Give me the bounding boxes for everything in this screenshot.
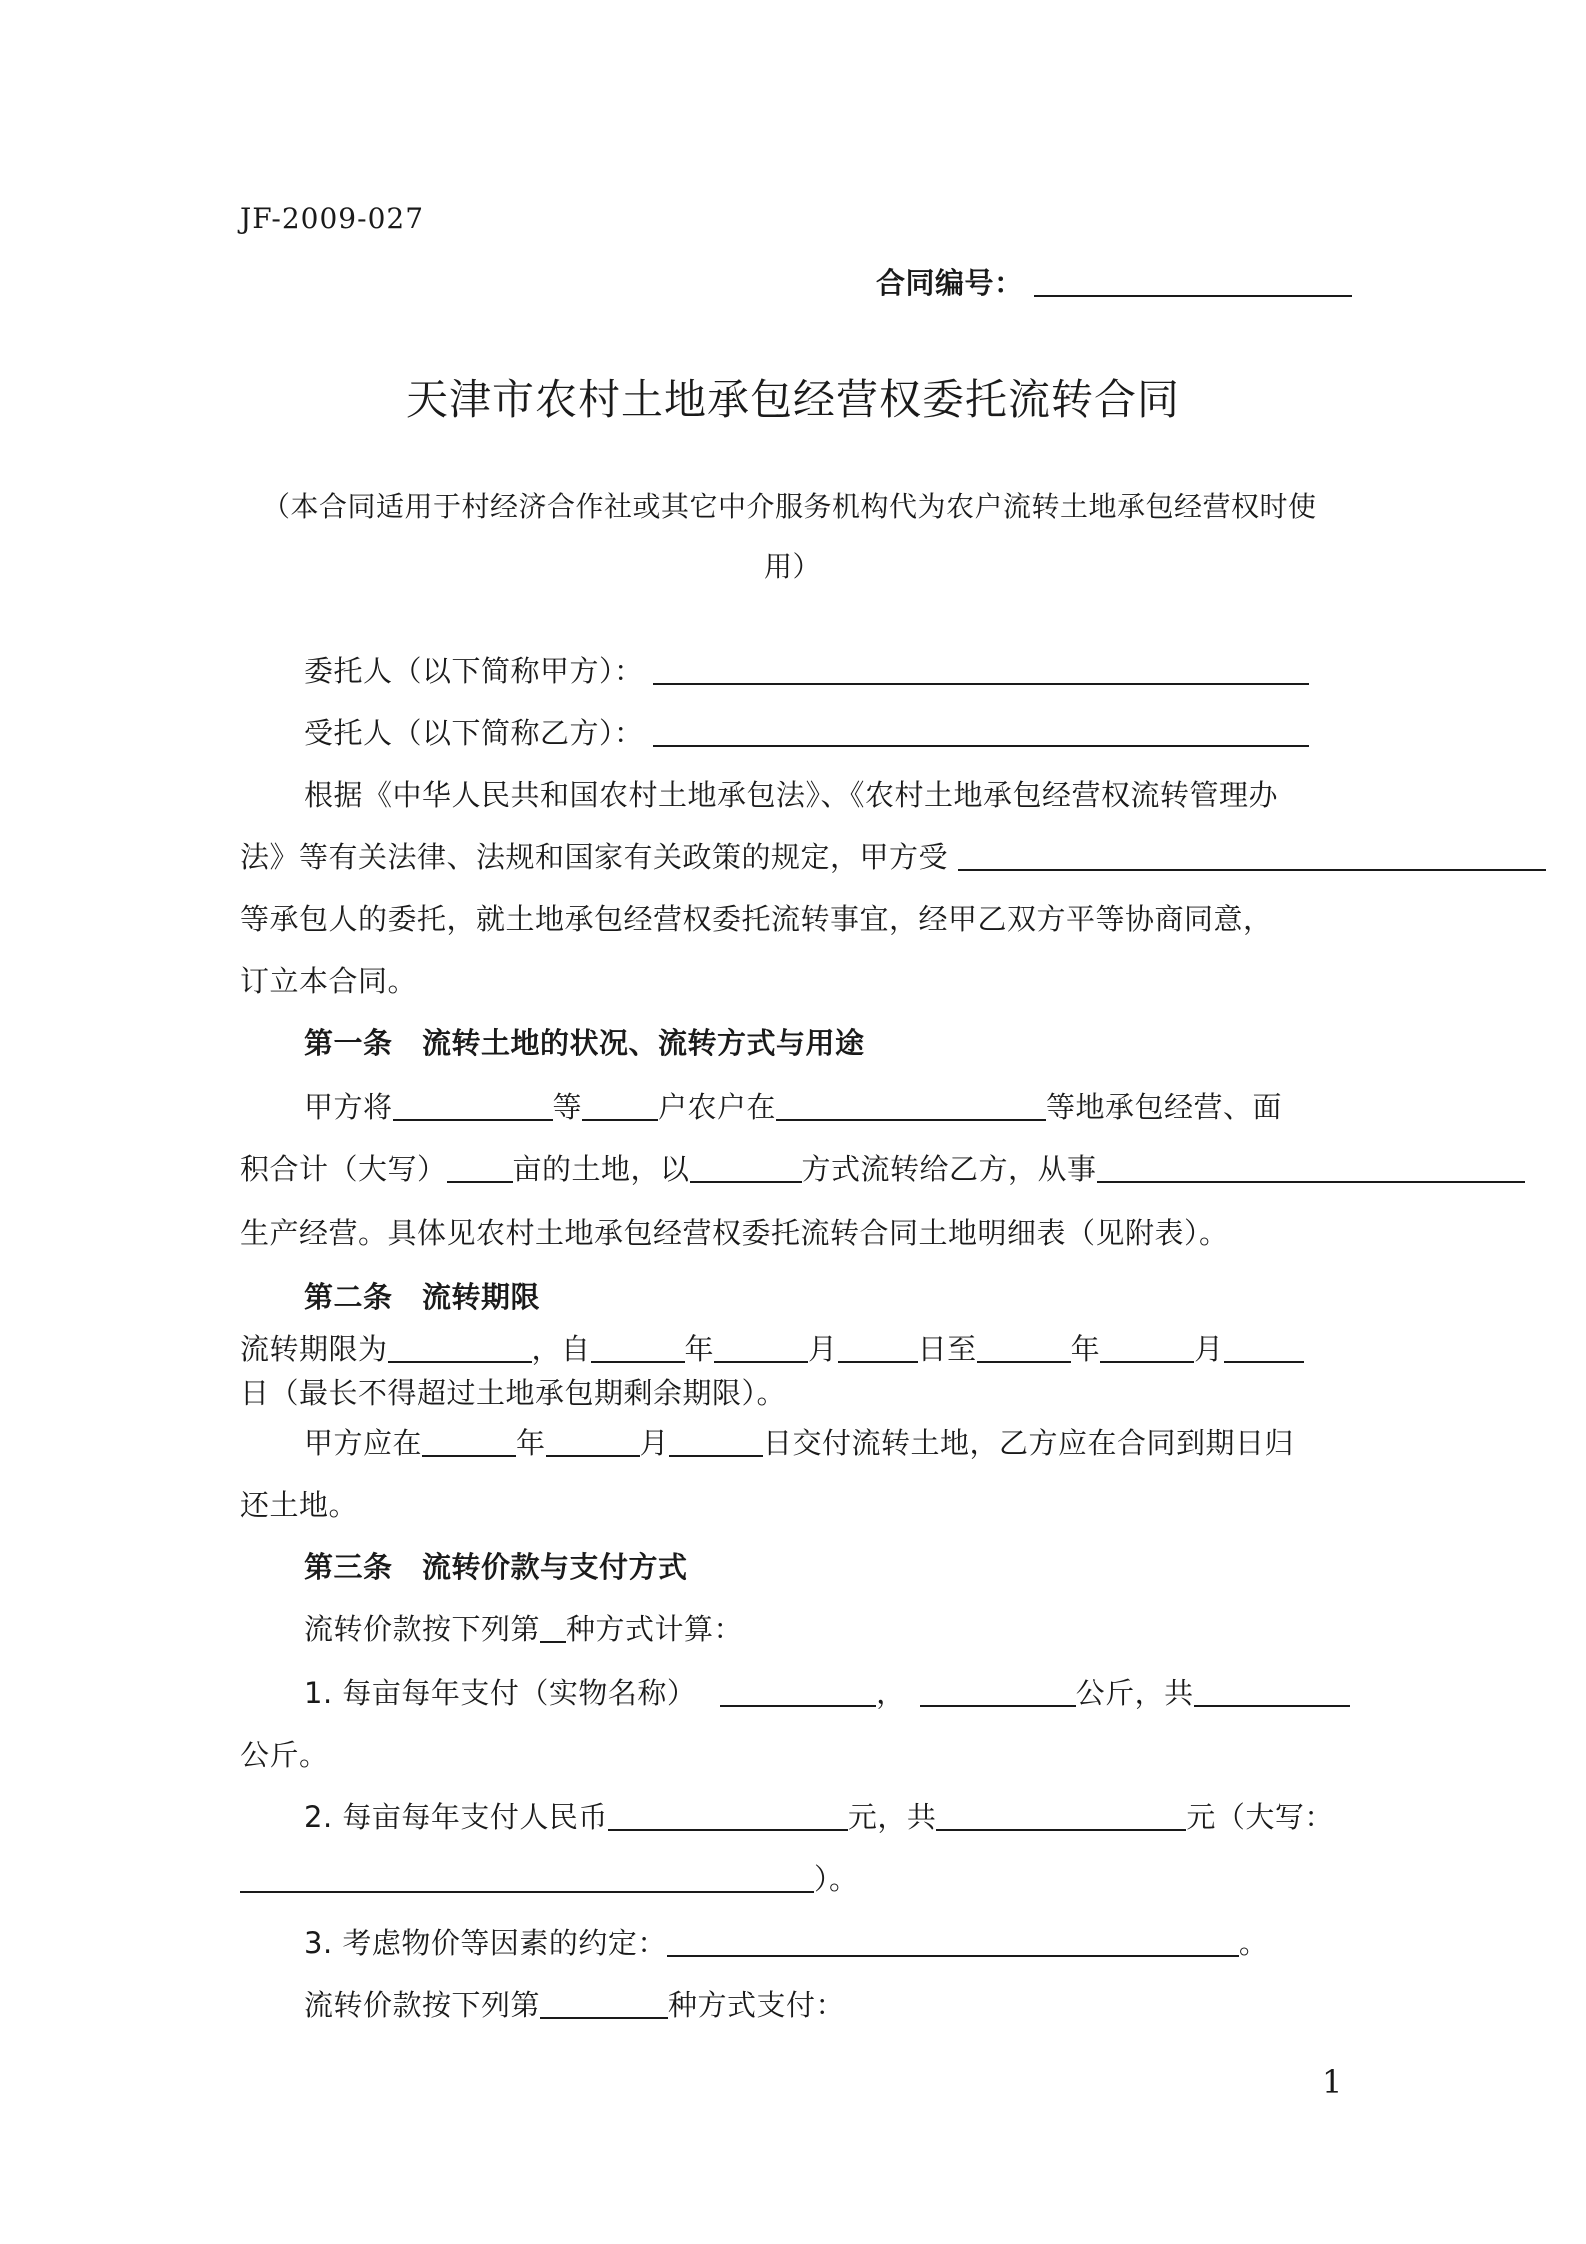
transfer-method-field[interactable] [690,1151,802,1183]
article2-line2: 日（最长不得超过土地承包期剩余期限）。 [240,1376,787,1410]
article2-l1-c: 日至 [917,1332,977,1366]
option1-line2: 公斤。 [240,1738,329,1772]
opt2-b: 元，共 [847,1800,937,1834]
article2-l3-b: 日交付流转土地，乙方应在合同到期日归 [763,1426,1295,1460]
article1-line2 [240,1150,1525,1188]
pay-b: 种方式支付： [668,1988,846,2022]
opt2-c: 元（大写： [1186,1800,1334,1834]
article1-l2-a: 积合计（大写） [240,1152,447,1186]
opt2-a: 2. 每亩每年支付人民币 [304,1800,608,1834]
article2-line4: 还土地。 [240,1488,359,1522]
preamble-line2 [240,838,1546,876]
end-day-field[interactable] [1224,1331,1304,1363]
article2-line3 [304,1424,1294,1462]
opt1-c: 公斤，共 [1075,1676,1194,1710]
opt1-b: ， [876,1676,906,1710]
land-location-field[interactable] [776,1089,1046,1121]
calc-a: 流转价款按下列第 [304,1612,541,1646]
article2-l1-b: ，自 [531,1332,591,1366]
option2-line2 [240,1860,859,1898]
option3-line [304,1924,1268,1962]
applicability-note-line2: 用） [764,550,822,583]
article3-heading: 第三条 流转价款与支付方式 [304,1550,688,1584]
end-month-field[interactable] [1100,1331,1194,1363]
article2-year-label: 年 [684,1332,715,1366]
article2-l1-a: 流转期限为 [240,1332,388,1366]
article2-heading: 第二条 流转期限 [304,1280,541,1314]
article1-heading: 第一条 流转土地的状况、流转方式与用途 [304,1026,865,1060]
delivery-year-field[interactable] [422,1425,516,1457]
agent-row [304,714,1309,752]
land-use-field[interactable] [1097,1151,1525,1183]
cash-total-field[interactable] [936,1799,1186,1831]
farmer-names-field[interactable] [393,1089,553,1121]
in-kind-kg-per-mu-field[interactable] [920,1675,1076,1707]
household-count-field[interactable] [582,1089,658,1121]
article1-line1 [304,1088,1282,1126]
start-month-field[interactable] [714,1331,808,1363]
article2-line1 [240,1330,1304,1368]
contract-number-row [876,264,1352,302]
price-factor-agreement-field[interactable] [667,1925,1239,1957]
preamble-line4: 订立本合同。 [240,964,418,998]
pay-a: 流转价款按下列第 [304,1988,541,2022]
calc-b: 种方式计算： [566,1612,744,1646]
agent-field[interactable] [653,715,1309,747]
transfer-term-field[interactable] [388,1331,532,1363]
delivery-day-field[interactable] [669,1425,763,1457]
preamble-line3: 等承包人的委托，就土地承包经营权委托流转事宜，经甲乙双方平等协商同意， [240,902,1273,936]
principal-field[interactable] [653,653,1309,685]
total-area-field[interactable] [447,1151,513,1183]
option2-line [304,1798,1334,1836]
article2-month-label: 月 [1194,1332,1224,1366]
principal-row [304,652,1309,690]
opt3-b: 。 [1238,1926,1269,1960]
contract-title: 天津市农村土地承包经营权委托流转合同 [405,375,1180,424]
cash-per-mu-field[interactable] [608,1799,848,1831]
payment-method-line [304,1986,845,2024]
start-year-field[interactable] [591,1331,685,1363]
article2-l3-a: 甲方应在 [304,1426,423,1460]
article1-l2-b: 亩的土地，以 [512,1152,690,1186]
article1-l1-a: 甲方将 [304,1090,393,1124]
in-kind-name-field[interactable] [720,1675,876,1707]
opt3-a: 3. 考虑物价等因素的约定： [304,1926,667,1960]
cash-total-capital-field[interactable] [240,1861,814,1893]
article2-year-label: 年 [516,1426,546,1460]
article1-line3: 生产经营。具体见农村土地承包经营权委托流转合同土地明细表（见附表）。 [240,1216,1229,1250]
page-number: 1 [1322,2063,1343,2101]
document-code: JF-2009-027 [240,202,425,235]
agent-label: 受托人（以下简称乙方）： [304,716,644,750]
applicability-note-line1: （本合同适用于村经济合作社或其它中介服务机构代为农户流转土地承包经营权时使 [262,490,1317,523]
contract-number-field[interactable] [1034,265,1352,297]
article1-l1-d: 等地承包经营、面 [1046,1090,1283,1124]
end-year-field[interactable] [977,1331,1071,1363]
opt2-d: ）。 [814,1862,859,1896]
article1-l1-c: 户农户在 [658,1090,777,1124]
entrusting-households-field[interactable] [958,839,1546,871]
option1-line [304,1674,1350,1712]
contract-number-label: 合同编号： [876,266,1024,300]
article1-l1-b: 等 [552,1090,583,1124]
article1-l2-c: 方式流转给乙方，从事 [801,1152,1097,1186]
payment-method-number-field[interactable] [540,1987,668,2019]
calc-method-number-field[interactable] [540,1611,566,1643]
article2-year-label: 年 [1070,1332,1101,1366]
delivery-month-field[interactable] [546,1425,640,1457]
price-calc-method-line [304,1610,743,1648]
preamble-line1: 根据《中华人民共和国农村土地承包法》、《农村土地承包经营权流转管理办 [304,778,1279,812]
article2-month-label: 月 [639,1426,670,1460]
article2-month-label: 月 [808,1332,838,1366]
opt1-a: 1. 每亩每年支付（实物名称） [304,1676,697,1710]
principal-label: 委托人（以下简称甲方）： [304,654,644,688]
in-kind-total-kg-field[interactable] [1194,1675,1350,1707]
start-day-field[interactable] [838,1331,918,1363]
preamble-line2-text: 法》等有关法律、法规和国家有关政策的规定，甲方受 [240,840,949,874]
